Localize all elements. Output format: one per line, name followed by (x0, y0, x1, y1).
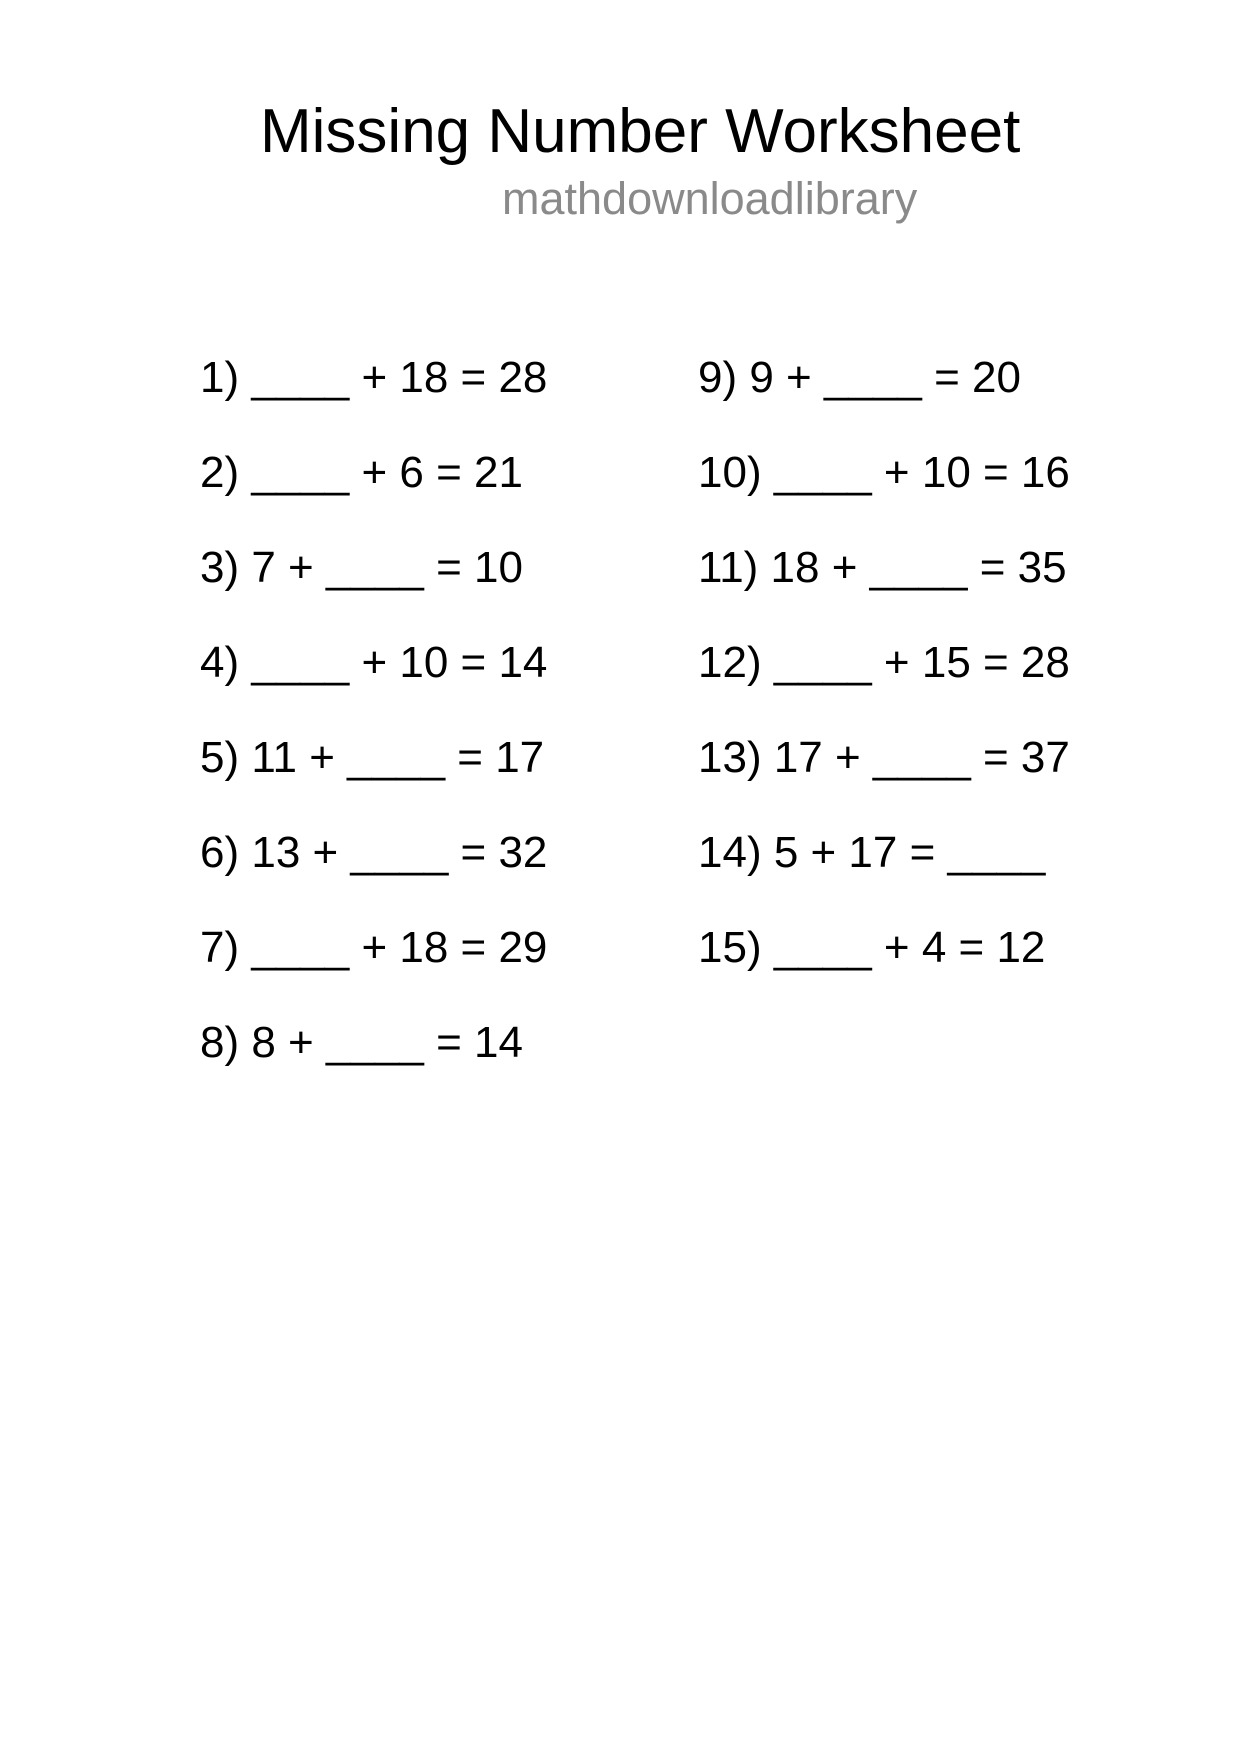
problem-3: 3) 7 + ____ = 10 (200, 543, 523, 592)
problem-7: 7) ____ + 18 = 29 (200, 923, 548, 972)
problems-column-right (698, 330, 1070, 995)
problem-6: 6) 13 + ____ = 32 (200, 828, 548, 877)
problem-4: 4) ____ + 10 = 14 (200, 638, 548, 687)
page-subtitle: mathdownloadlibrary (502, 173, 918, 224)
problem-2: 2) ____ + 6 = 21 (200, 448, 523, 497)
problem-8: 8) 8 + ____ = 14 (200, 1018, 523, 1067)
problems-column-left (200, 330, 547, 1090)
problem-11: 11) 18 + ____ = 35 (698, 543, 1067, 592)
page-title: Missing Number Worksheet (260, 97, 1021, 166)
problem-14: 14) 5 + 17 = ____ (698, 828, 1046, 877)
problem-13: 13) 17 + ____ = 37 (698, 733, 1070, 782)
problem-15: 15) ____ + 4 = 12 (698, 923, 1046, 972)
problem-12: 12) ____ + 15 = 28 (698, 638, 1070, 687)
problem-10: 10) ____ + 10 = 16 (698, 448, 1070, 497)
problem-9: 9) 9 + ____ = 20 (698, 353, 1021, 402)
problem-1: 1) ____ + 18 = 28 (200, 353, 548, 402)
problem-5: 5) 11 + ____ = 17 (200, 733, 545, 782)
